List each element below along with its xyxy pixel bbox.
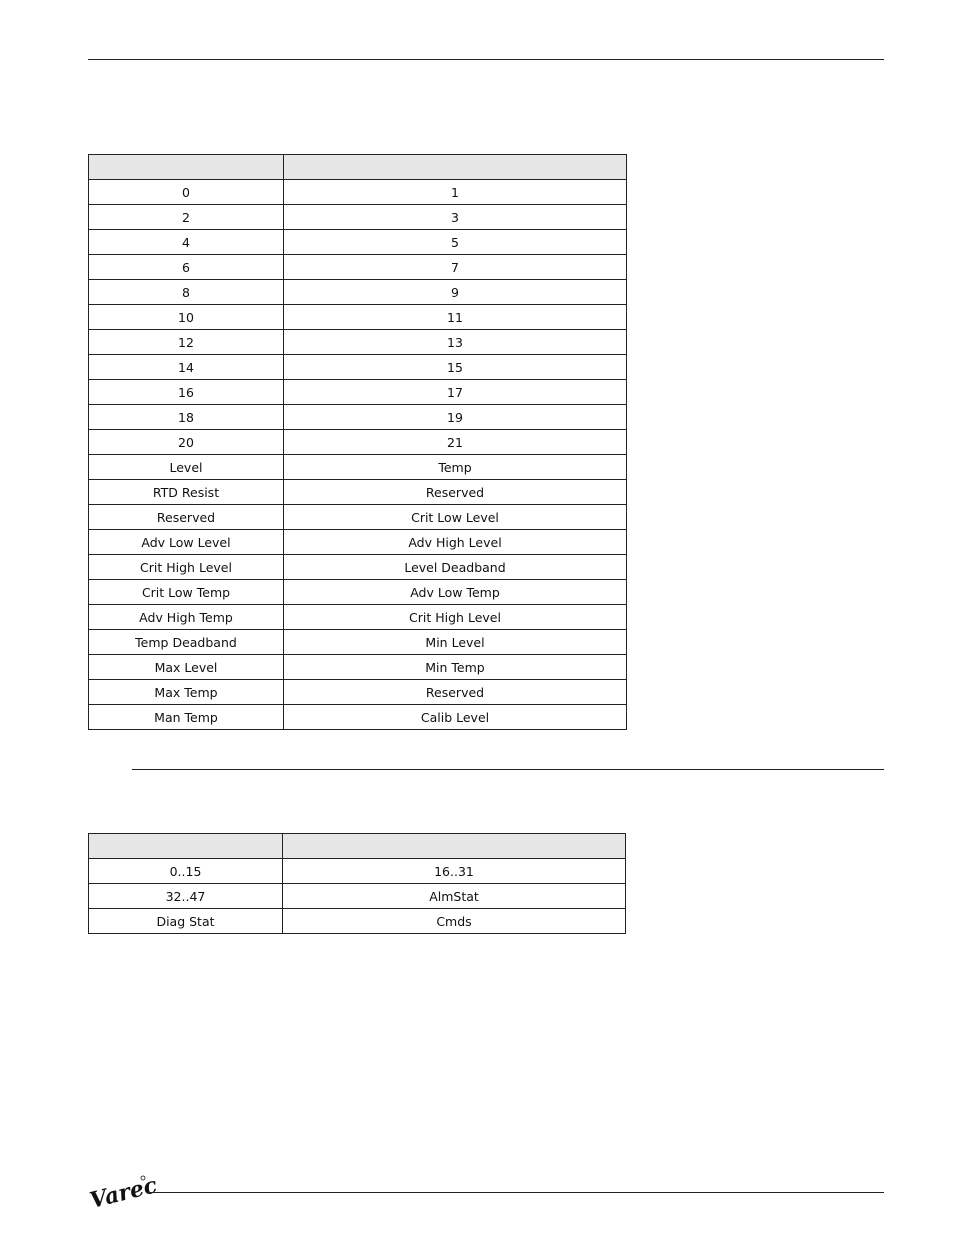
footer-rule <box>147 1192 884 1193</box>
table-cell: Reserved <box>284 680 627 705</box>
table-row <box>89 859 626 884</box>
table-row <box>89 205 627 230</box>
varec-logo-text: Varec <box>87 1172 160 1214</box>
table-row <box>89 530 627 555</box>
table-cell: Adv High Temp <box>89 605 284 630</box>
table-cell: 8 <box>89 280 284 305</box>
table-cell: 21 <box>284 430 627 455</box>
table-cell: 19 <box>284 405 627 430</box>
table-cell: 15 <box>284 355 627 380</box>
table-cell: Reserved <box>89 505 284 530</box>
table-row <box>89 909 626 934</box>
table-cell: Crit High Level <box>284 605 627 630</box>
table-cell: Diag Stat <box>89 909 283 934</box>
table-cell: 17 <box>284 380 627 405</box>
table-cell: Level <box>89 455 284 480</box>
table-cell: Min Level <box>284 630 627 655</box>
table-cell: 1 <box>284 180 627 205</box>
table-cell: Calib Level <box>284 705 627 730</box>
table-row <box>89 430 627 455</box>
table-row <box>89 230 627 255</box>
header-rule <box>88 59 884 60</box>
column-header <box>283 834 626 859</box>
table-row <box>89 255 627 280</box>
table-cell: Adv Low Temp <box>284 580 627 605</box>
table-cell: 4 <box>89 230 284 255</box>
table-row <box>89 580 627 605</box>
table-row <box>89 280 627 305</box>
table-cell: 11 <box>284 305 627 330</box>
table-cell: AlmStat <box>283 884 626 909</box>
table-row <box>89 405 627 430</box>
table-row <box>89 505 627 530</box>
table-cell: Adv Low Level <box>89 530 284 555</box>
table-row <box>89 305 627 330</box>
table-cell: Max Level <box>89 655 284 680</box>
table-cell: 0..15 <box>89 859 283 884</box>
table-row <box>89 480 627 505</box>
table-cell: Crit High Level <box>89 555 284 580</box>
table-cell: 16 <box>89 380 284 405</box>
table-cell: Min Temp <box>284 655 627 680</box>
table-row <box>89 455 627 480</box>
table-cell: 32..47 <box>89 884 283 909</box>
table-cell: Crit Low Level <box>284 505 627 530</box>
varec-logo <box>87 1168 160 1216</box>
table-cell: 9 <box>284 280 627 305</box>
table-cell: 10 <box>89 305 284 330</box>
column-header <box>89 155 284 180</box>
table-cell: 18 <box>89 405 284 430</box>
table-cell: 14 <box>89 355 284 380</box>
table-cell: 13 <box>284 330 627 355</box>
table-cell: 5 <box>284 230 627 255</box>
table-row <box>89 605 627 630</box>
table-cell: 2 <box>89 205 284 230</box>
table-row <box>89 180 627 205</box>
column-header <box>89 834 283 859</box>
table-cell: 7 <box>284 255 627 280</box>
table-row <box>89 355 627 380</box>
table-cell: Temp Deadband <box>89 630 284 655</box>
table-cell: RTD Resist <box>89 480 284 505</box>
table-cell: 3 <box>284 205 627 230</box>
table-row <box>89 380 627 405</box>
table-cell: Man Temp <box>89 705 284 730</box>
table-cell: Adv High Level <box>284 530 627 555</box>
table-row <box>89 705 627 730</box>
table-cell: Max Temp <box>89 680 284 705</box>
table-header-row <box>89 834 626 859</box>
table-row <box>89 330 627 355</box>
table-cell: 16..31 <box>283 859 626 884</box>
table-cell: Cmds <box>283 909 626 934</box>
column-header <box>284 155 627 180</box>
table-row <box>89 630 627 655</box>
table-row <box>89 555 627 580</box>
table-cell: Level Deadband <box>284 555 627 580</box>
table-cell: Crit Low Temp <box>89 580 284 605</box>
register-map-table <box>88 154 627 730</box>
table-cell: 6 <box>89 255 284 280</box>
table-cell: Reserved <box>284 480 627 505</box>
table-header-row <box>89 155 627 180</box>
table-cell: 12 <box>89 330 284 355</box>
table-cell: 0 <box>89 180 284 205</box>
table-cell: Temp <box>284 455 627 480</box>
table-row <box>89 655 627 680</box>
table-row <box>89 884 626 909</box>
table-row <box>89 680 627 705</box>
section-rule <box>132 769 884 770</box>
status-map-table <box>88 833 626 934</box>
table-cell: 20 <box>89 430 284 455</box>
